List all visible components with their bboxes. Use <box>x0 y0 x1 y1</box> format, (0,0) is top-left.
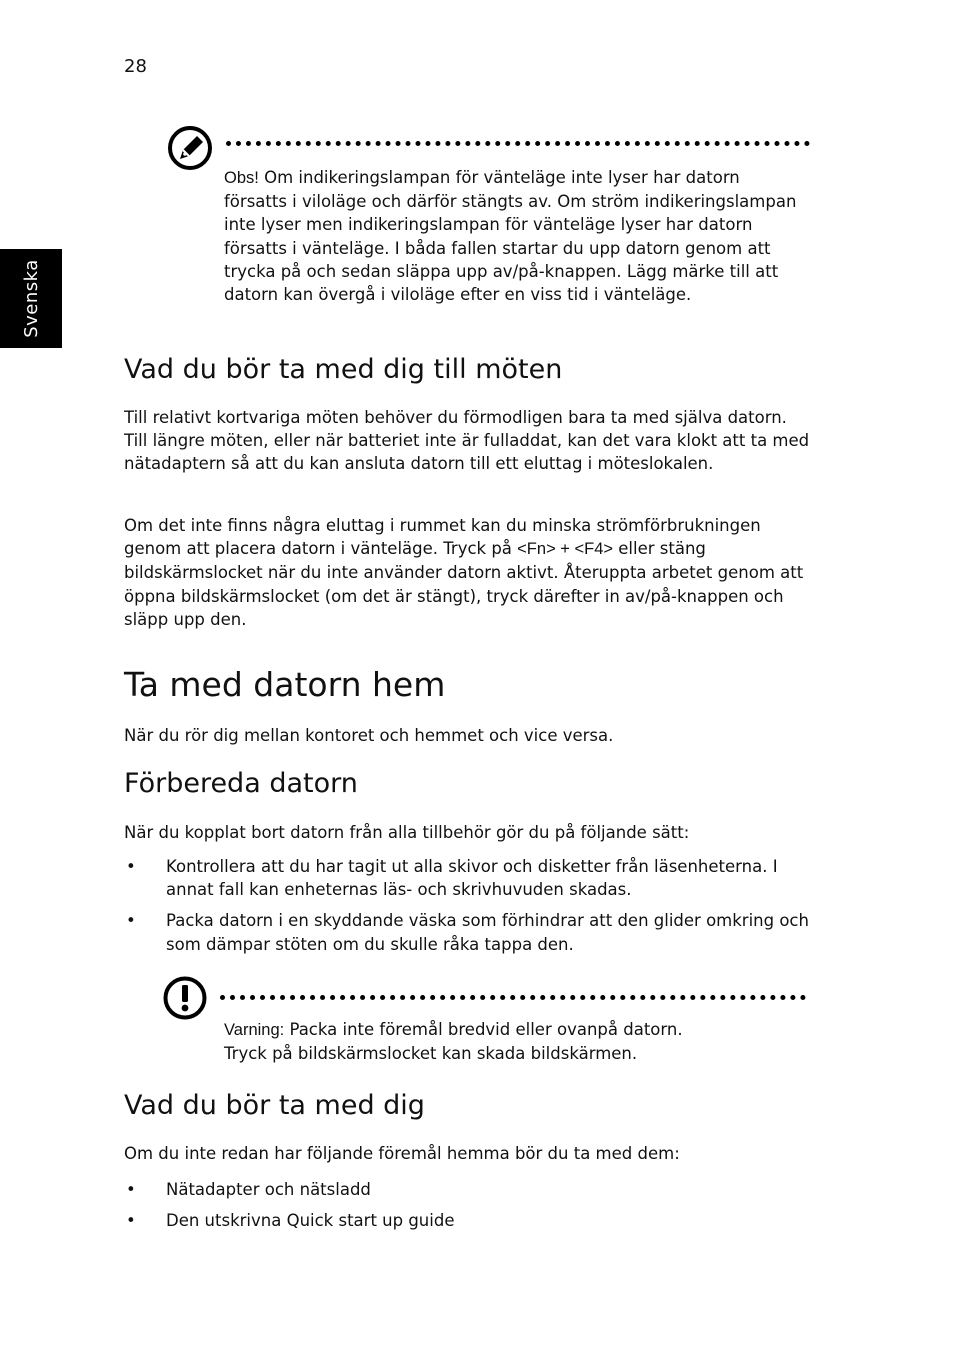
heading-prepare: Förbereda datorn <box>124 768 358 799</box>
bring-intro-text: Om du inte redan har följande föremål hemma bör du ta med dem: <box>124 1144 680 1163</box>
bullet-glyph: • <box>126 1180 136 1199</box>
note-text <box>224 166 804 306</box>
bullet-glyph: • <box>126 911 136 931</box>
keyboard-shortcut: <Fn> + <F4> <box>517 540 614 559</box>
meetings-para-2-end: eller stäng bildskärmslocket när du inte använder datorn aktivt. Återuppta arbetet genom att öppna bildskärmslocket (om det är stängt), tryck därefter in av/på-knappen och släpp upp den. <box>124 539 804 629</box>
bring-intro <box>124 1142 810 1165</box>
warning-lead: Varning: <box>224 1021 285 1039</box>
warning-divider <box>220 995 806 1000</box>
warning-text <box>224 1018 804 1065</box>
exclamation-icon <box>162 975 208 1021</box>
warning-line-1: Packa inte föremål bredvid eller ovanpå datorn. <box>289 1020 683 1039</box>
list-item <box>124 1178 814 1201</box>
heading-bring: Vad du bör ta med dig <box>124 1090 425 1121</box>
heading-meetings: Vad du bör ta med dig till möten <box>124 354 563 385</box>
note-body: Om indikeringslampan för vänteläge inte lyser har datorn försatts i viloläge och därför stängts av. Om ström indikeringslampan inte lyser men indikeringslampan för vänteläge lyser har datorn försatts i vänteläge. I båda fallen startar du upp datorn genom att trycka på och sedan släppa upp av/på-knappen. Lägg märke till att datorn kan övergå i viloläge efter en viss tid i vänteläge. <box>224 168 797 305</box>
note-pen-icon <box>166 124 214 172</box>
list-item-text: Nätadapter och nätsladd <box>166 1180 371 1199</box>
chapter-intro <box>124 724 810 747</box>
list-item <box>124 855 814 901</box>
language-side-tab <box>0 249 62 348</box>
page-number: 28 <box>124 56 147 77</box>
list-item <box>124 1209 814 1232</box>
meetings-para-2 <box>124 514 814 631</box>
prepare-intro-text: När du kopplat bort datorn från alla tillbehör gör du på följande sätt: <box>124 823 690 842</box>
bullet-glyph: • <box>126 857 136 876</box>
chapter-intro-text: När du rör dig mellan kontoret och hemmet och vice versa. <box>124 726 614 745</box>
meetings-para-1-text: Till relativt kortvariga möten behöver du förmodligen bara ta med själva datorn. Till längre möten, eller när batteriet inte är fulladdat, kan det vara klokt att ta med nätadaptern så att du kan ansluta datorn till ett eluttag i möteslokalen. <box>124 408 810 474</box>
note-divider <box>226 141 810 146</box>
note-lead: Obs! <box>224 169 259 187</box>
bring-list <box>124 1178 814 1232</box>
meetings-para-2-start: Om det inte finns några eluttag i rummet kan du minska strömförbrukningen genom att placera datorn i vänteläge. Tryck på <box>124 516 761 559</box>
bullet-glyph: • <box>126 1211 136 1231</box>
prepare-list <box>124 855 814 956</box>
list-item-text: Den utskrivna Quick start up guide <box>166 1211 455 1231</box>
prepare-intro <box>124 821 810 844</box>
chapter-title: Ta med datorn hem <box>124 665 446 704</box>
meetings-para-1 <box>124 406 810 476</box>
language-side-tab-label: Svenska <box>20 259 42 338</box>
warning-line-2: Tryck på bildskärmslocket kan skada bildskärmen. <box>224 1044 638 1064</box>
list-item <box>124 909 814 955</box>
list-item-text: Kontrollera att du har tagit ut alla skivor och disketter från läsenheterna. I annat fall kan enheternas läs- och skrivhuvuden skadas. <box>166 857 778 900</box>
list-item-text: Packa datorn i en skyddande väska som förhindrar att den glider omkring och som dämpar stöten om du skulle råka tappa den. <box>166 911 809 954</box>
